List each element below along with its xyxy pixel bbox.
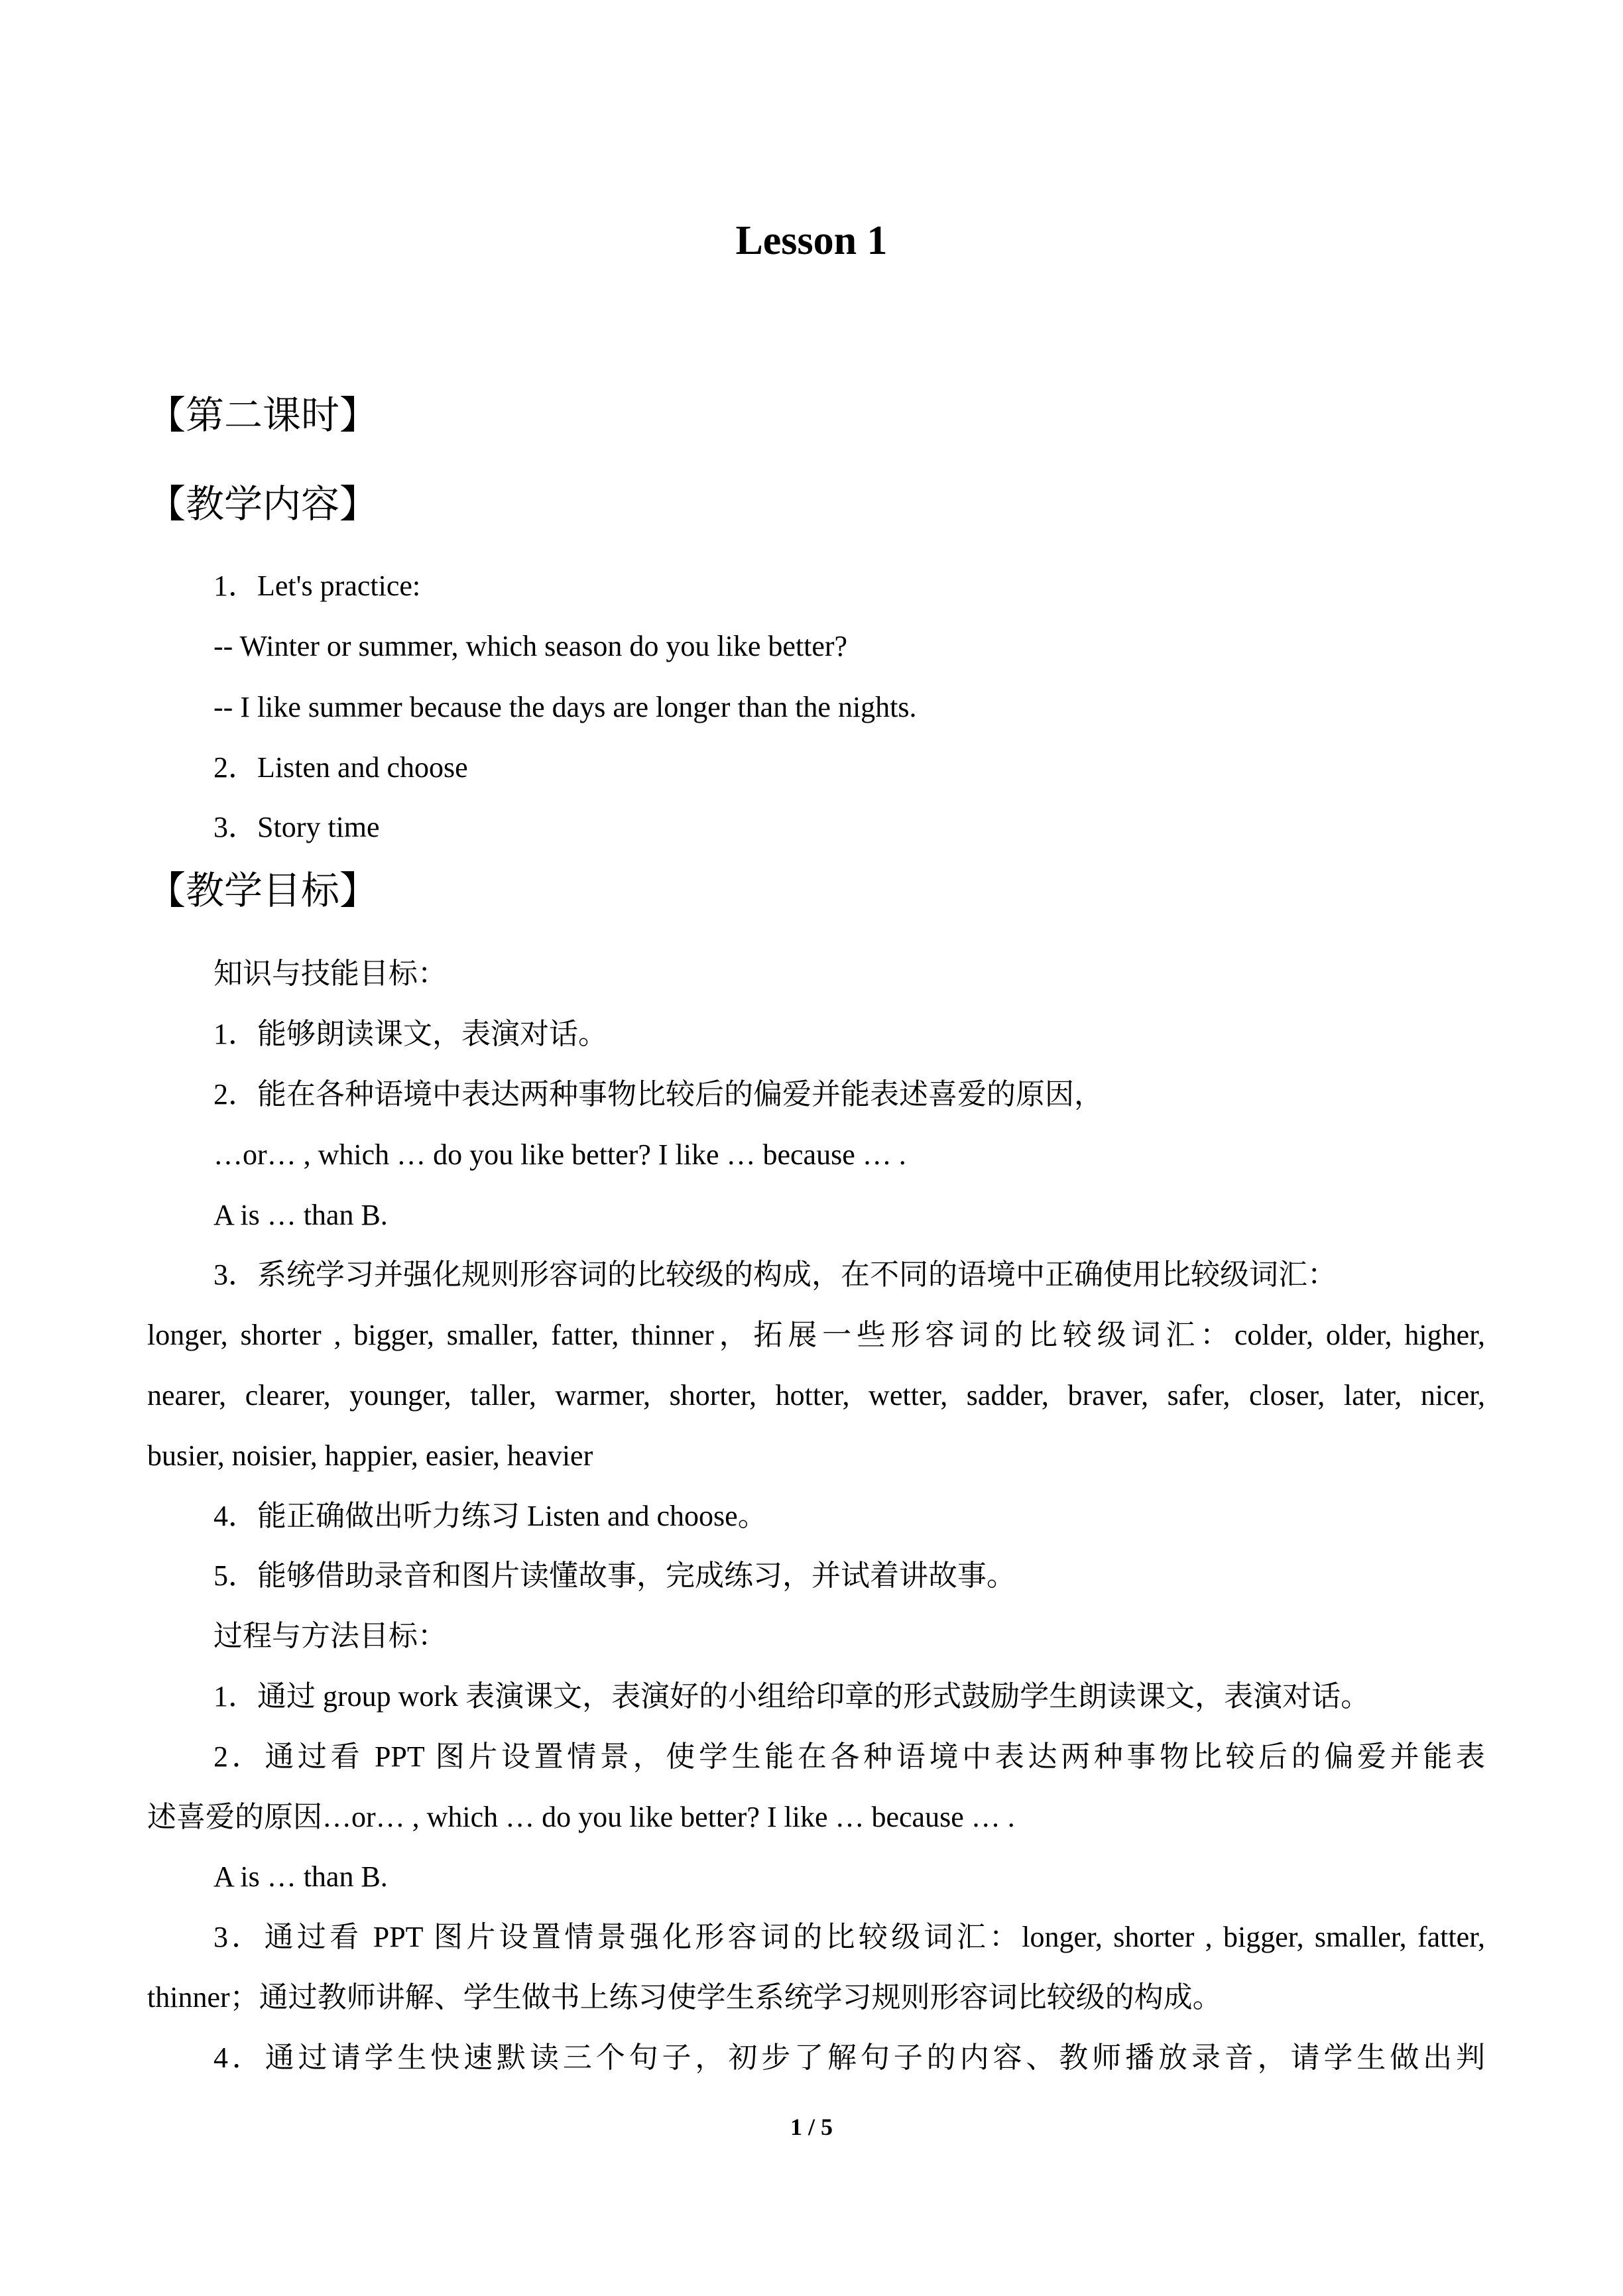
- heading-objectives: 【教学目标】: [147, 869, 379, 912]
- knowledge-item: 5．能够借助录音和图片读懂故事，完成练习，并试着讲故事。: [213, 1559, 1016, 1592]
- content-item: 2．Listen and choose: [213, 751, 468, 784]
- process-pattern: A is … than B.: [213, 1860, 388, 1893]
- process-item: thinner；通过教师讲解、学生做书上练习使学生系统学习规则形容词比较级的构成。: [147, 1981, 1222, 2014]
- process-item: 述喜爱的原因…or… , which … do you like better? I like … because … .: [147, 1801, 1015, 1833]
- knowledge-item: 1．能够朗读课文，表演对话。: [213, 1018, 607, 1050]
- page-title: Lesson 1: [735, 218, 888, 263]
- knowledge-item: 2．能在各种语境中表达两种事物比较后的偏爱并能表述喜爱的原因，: [213, 1078, 1103, 1111]
- knowledge-vocab-line: longer, shorter , bigger, smaller, fatter, thinner，拓展一些形容词的比较级词汇：colder, older, higher,: [147, 1319, 1485, 1351]
- knowledge-pattern: …or… , which … do you like better? I like … because … .: [213, 1138, 906, 1171]
- process-item: 2．通过看 PPT 图片设置情景，使学生能在各种语境中表达两种事物比较后的偏爱并能表: [213, 1740, 1485, 1773]
- process-label: 过程与方法目标：: [213, 1620, 447, 1652]
- knowledge-label: 知识与技能目标：: [213, 957, 447, 990]
- process-item: 1．通过 group work 表演课文，表演好的小组给印章的形式鼓励学生朗读课文，表演对话。: [213, 1680, 1370, 1713]
- content-item: -- I like summer because the days are longer than the nights.: [213, 691, 917, 723]
- process-item: 3．通过看 PPT 图片设置情景强化形容词的比较级词汇：longer, shorter , bigger, smaller, fatter,: [213, 1921, 1485, 1953]
- heading-content: 【教学内容】: [147, 483, 379, 526]
- knowledge-vocab-line: busier, noisier, happier, easier, heavier: [147, 1439, 593, 1472]
- knowledge-vocab-line: nearer, clearer, younger, taller, warmer, shorter, hotter, wetter, sadder, braver, safer, closer, later, nicer,: [147, 1379, 1485, 1412]
- knowledge-item: 4．能正确做出听力练习 Listen and choose。: [213, 1500, 767, 1532]
- knowledge-item: 3．系统学习并强化规则形容词的比较级的构成，在不同的语境中正确使用比较级词汇：: [213, 1258, 1337, 1291]
- page-number: 1 / 5: [790, 2114, 833, 2140]
- content-item: 1．Let's practice:: [213, 570, 421, 602]
- process-item: 4．通过请学生快速默读三个句子，初步了解句子的内容、教师播放录音，请学生做出判: [213, 2041, 1485, 2074]
- knowledge-pattern: A is … than B.: [213, 1199, 388, 1231]
- heading-period: 【第二课时】: [147, 394, 379, 437]
- content-item: 3．Story time: [213, 811, 380, 843]
- content-item: -- Winter or summer, which season do you like better?: [213, 630, 848, 662]
